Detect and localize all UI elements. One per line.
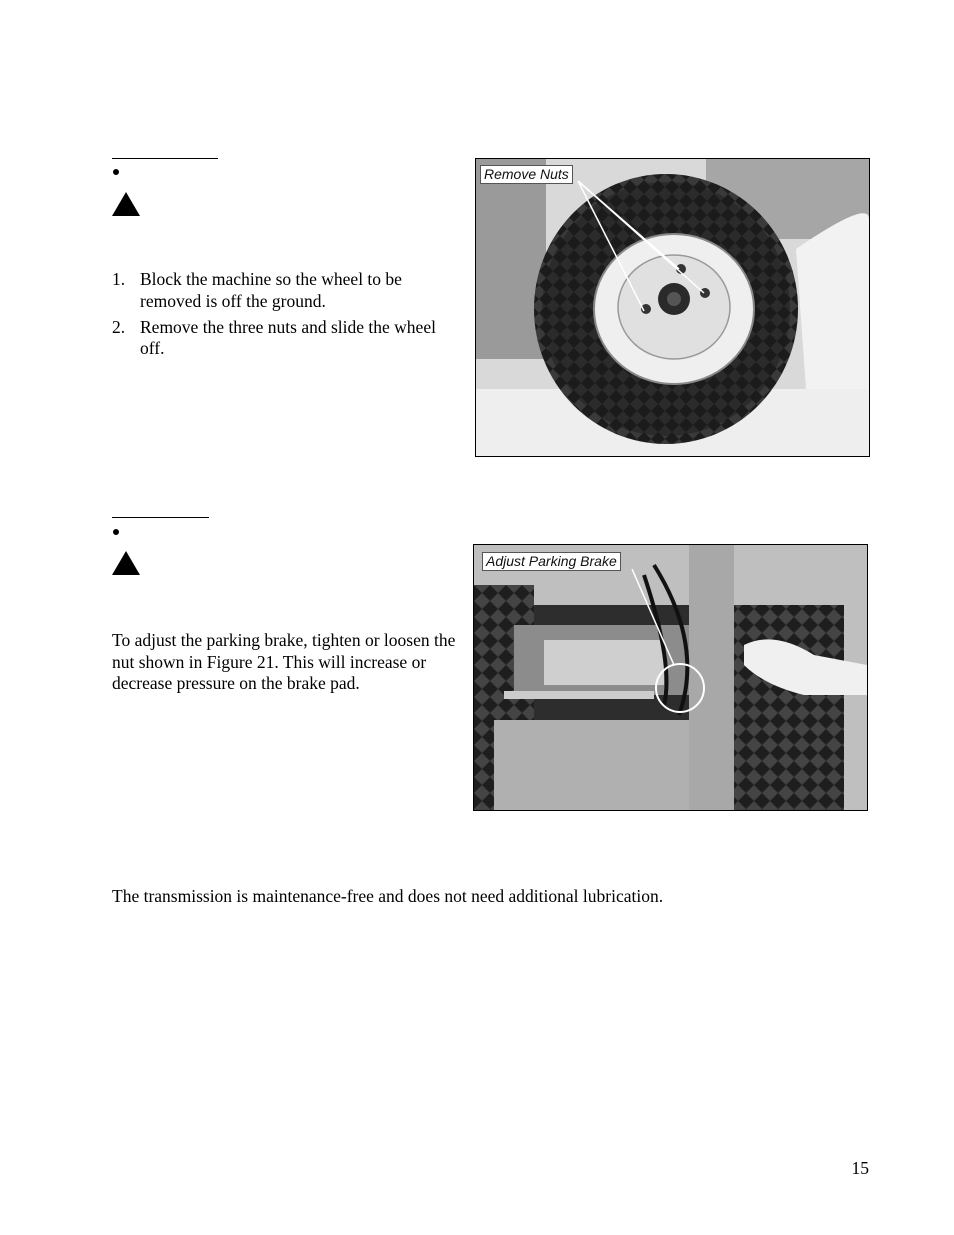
- wheel-photo: [475, 158, 870, 457]
- parking-brake-photo: [473, 544, 868, 811]
- bullet-icon: [113, 529, 119, 535]
- photo-callout-label: Adjust Parking Brake: [482, 552, 621, 571]
- list-item: [112, 317, 462, 360]
- step-number: 2.: [112, 316, 126, 337]
- photo-callout-label: Remove Nuts: [480, 165, 573, 184]
- list-item: [112, 269, 462, 312]
- page-number: 15: [851, 1158, 869, 1178]
- transmission-paragraph: The transmission is maintenance-free and does not need additional lubrication.: [112, 886, 664, 906]
- step-text: Block the machine so the wheel to be removed is off the ground.: [140, 269, 402, 311]
- section-heading-rule: [112, 517, 209, 518]
- section-heading-rule: [112, 158, 218, 159]
- brake-adjust-paragraph: To adjust the parking brake, tighten or loosen the nut shown in Figure 21. This will increase or decrease pressure on the brake pad.: [112, 630, 456, 693]
- step-number: 1.: [112, 269, 126, 289]
- bullet-icon: [113, 169, 119, 175]
- step-text: Remove the three nuts and slide the wheel off.: [140, 316, 436, 358]
- wheel-removal-steps: [112, 269, 462, 364]
- warning-triangle-icon: [112, 192, 140, 216]
- warning-triangle-icon: [112, 551, 140, 575]
